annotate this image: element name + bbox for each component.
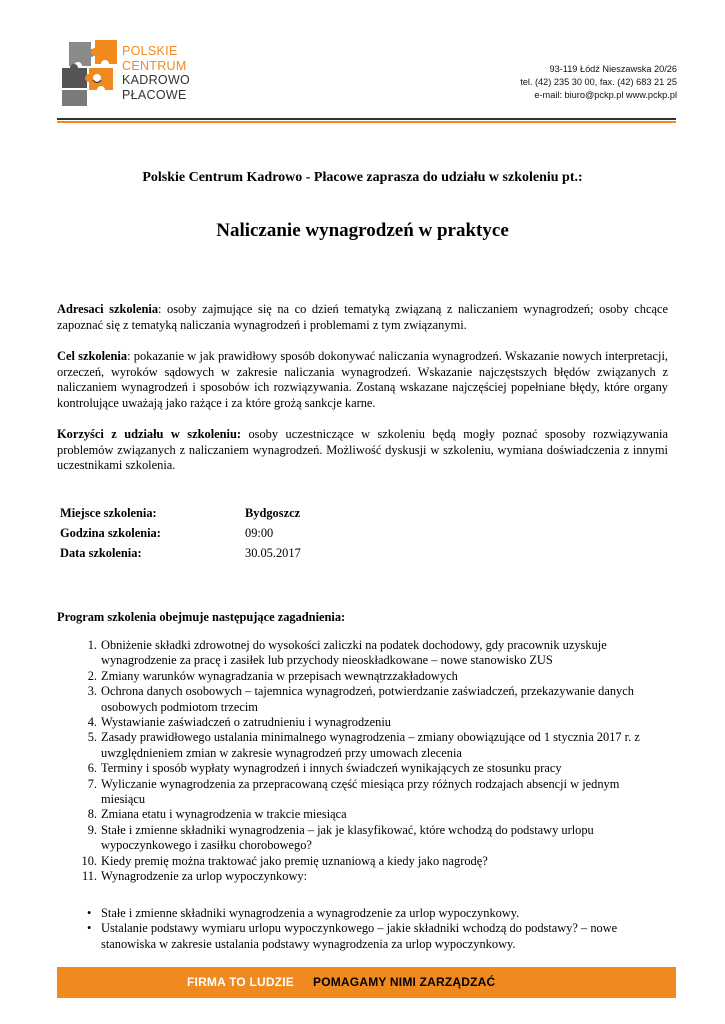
detail-row-place — [60, 506, 301, 526]
logo-wordmark — [122, 44, 190, 102]
section-adresaci — [57, 302, 668, 333]
section-adresaci-text: : osoby zajmujące się na co dzień tematyką związaną z naliczaniem wynagrodzeń; osoby chcące zapoznać się z tematyką naliczania wynagrodzeń i problemami z tym związanymi. — [57, 302, 668, 332]
invitation-line: Polskie Centrum Kadrowo - Płacowe zaprasza do udziału w szkoleniu pt.: — [142, 170, 583, 185]
program-item: 5. Zasady prawidłowego ustalania minimalnego wynagrodzenia – zmiany obowiązujące od 1 stycznia 2017 r. z uwzględnieniem zmian w zakresie wynagrodzeń przy umowach zlecenia — [87, 730, 640, 760]
section-cel-label: Cel szkolenia — [57, 349, 128, 363]
training-title: Naliczanie wynagrodzeń w praktyce — [216, 220, 509, 241]
date-label: Data szkolenia: — [60, 546, 142, 560]
puzzle-logo-icon — [62, 40, 117, 106]
program-item-text: Obniżenie składki zdrowotnej do wysokości zaliczki na podatek dochodowy, gdy pracownik uzyskuje wynagrodzenie za pracę i zasiłek lub przychody nieoskładkowane – nowe stanowisko ZUS — [101, 638, 607, 668]
program-item: 4. Wystawianie zaświadczeń o zatrudnieniu i wynagrodzeniu — [87, 715, 391, 730]
section-cel-text: : pokazanie w jak prawidłowy sposób dokonywać naliczania wynagrodzeń. Wskazanie nowych interpretacji, orzeczeń, wyroków sądowych w zakresie naliczania wynagrodzeń. Wskazanie najczęstszych błędów związanych z naliczaniem wynagrodzeń i sposobów ich rozwiązywania. Zostaną wskazane najczęściej popełniane błędy, które organy kontrolujące uważają jako rażące i za które grożą sankcje karne. — [57, 349, 669, 410]
program-subitem: • Stałe i zmienne składniki wynagrodzenia a wynagrodzenie za urlop wypoczynkowy. — [101, 906, 661, 921]
program-item-text: Wystawianie zaświadczeń o zatrudnieniu i wynagrodzeniu — [101, 715, 391, 730]
footer-banner — [57, 967, 676, 998]
training-details — [60, 506, 301, 566]
time-label: Godzina szkolenia: — [60, 526, 161, 540]
time-value: 09:00 — [245, 526, 274, 540]
program-item-text: Stałe i zmienne składniki wynagrodzenia – jak je klasyfikować, które wchodzą do podstawy urlopu wypoczynkowego i zasiłku chorobowego? — [101, 822, 594, 853]
program-item: 3. Ochrona danych osobowych – tajemnica wynagrodzeń, potwierdzanie zaświadczeń, przekazywanie danych osobowych podmiotom trzecim — [87, 684, 634, 714]
program-item-text: Ochrona danych osobowych – tajemnica wynagrodzeń, potwierdzanie zaświadczeń, przekazywanie danych osobowych podmiotom trzecim — [101, 684, 634, 714]
section-korzysci-label: Korzyści z udziału w szkoleniu: — [57, 427, 242, 441]
section-adresaci-label: Adresaci szkolenia — [57, 302, 159, 316]
logo-line-2: CENTRUM — [122, 58, 187, 73]
contact-block — [520, 63, 677, 102]
program-item: 6. Terminy i sposób wypłaty wynagrodzeń i innych świadczeń wynikających ze stosunku pracy — [87, 761, 562, 776]
detail-row-time — [60, 526, 301, 546]
section-cel — [57, 349, 668, 411]
header-rule-gray — [57, 118, 676, 120]
program-item: 9. Stałe i zmienne składniki wynagrodzenia – jak je klasyfikować, które wchodzą do podstawy urlopu wypoczynkowego i zasiłku chorobowego? — [87, 822, 594, 853]
logo-line-1: POLSKIE — [122, 44, 178, 58]
contact-email-www[interactable]: e-mail: biuro@pckp.pl www.pckp.pl — [534, 90, 677, 100]
program-item-text: Zmiany warunków wynagradzania w przepisach wewnątrzzakładowych — [101, 668, 458, 683]
program-subitem: • Ustalanie podstawy wymiaru urlopu wypoczynkowego – jakie składniki wchodzą do podstawy? – nowe stanowiska w zakresie ustalania podstawy wynagrodzenia za urlop wypoczynkowy. — [101, 921, 661, 952]
program-item-text: Wynagrodzenie za urlop wypoczynkowy: — [101, 869, 308, 884]
detail-row-date — [60, 546, 301, 566]
footer-slogan-left: FIRMA TO LUDZIE — [187, 975, 294, 989]
program-item: 8. Zmiana etatu i wynagrodzenia w trakcie miesiąca — [87, 807, 347, 822]
logo-line-3: KADROWO — [122, 73, 191, 87]
program-item-text: Zasady prawidłowego ustalania minimalnego wynagrodzenia – zmiany obowiązujące od 1 stycznia 2017 r. z uwzględnieniem zmian w zakresie wynagrodzeń przy umowach zlecenia — [101, 730, 640, 760]
program-item-text: Zmiana etatu i wynagrodzenia w trakcie miesiąca — [101, 807, 347, 822]
logo-line-4: PŁACOWE — [122, 87, 187, 102]
date-value: 30.05.2017 — [245, 546, 301, 560]
program-item: 1. Obniżenie składki zdrowotnej do wysokości zaliczki na podatek dochodowy, gdy pracownik uzyskuje wynagrodzenie za pracę i zasiłek lub przychody nieoskładkowane – nowe stanowisko ZUS — [87, 638, 607, 668]
place-label: Miejsce szkolenia: — [60, 506, 157, 520]
program-heading: Program szkolenia obejmuje następujące zagadnienia: — [57, 610, 346, 624]
program-item: 7. Wyliczanie wynagrodzenia za przepracowaną część miesiąca przy różnych rodzajach absencji w jednym miesiącu — [87, 776, 620, 807]
program-sublist — [101, 906, 661, 952]
program-item: 10. Kiedy premię można traktować jako premię uznaniową a kiedy jako nagrodę? — [81, 853, 488, 868]
contact-address: 93-119 Łódź Nieszawska 20/26 — [549, 64, 677, 74]
program-item-text: Wyliczanie wynagrodzenia za przepracowaną część miesiąca przy różnych rodzajach absencji w jednym miesiącu — [101, 776, 620, 807]
section-korzysci-text: osoby uczestniczące w szkoleniu będą mogły poznać sposoby rozwiązywania problemów związanych z naliczaniem wynagrodzeń. Możliwość dyskusji w szkoleniu, wymiana doświadczenia z innymi uczestnikami szkolenia. — [57, 427, 668, 473]
contact-phone: tel. (42) 235 30 00, fax. (42) 683 21 25 — [520, 77, 677, 87]
program-item-text: Kiedy premię można traktować jako premię uznaniową a kiedy jako nagrodę? — [101, 853, 488, 868]
footer-slogan-right: POMAGAMY NIMI ZARZĄDZAĆ — [313, 975, 496, 989]
program-item: 11. Wynagrodzenie za urlop wypoczynkowy: — [81, 869, 308, 884]
place-value: Bydgoszcz — [245, 506, 301, 520]
section-korzysci — [57, 427, 668, 474]
header-rule-orange — [57, 121, 676, 123]
program-list — [81, 638, 661, 885]
program-item-text: Terminy i sposób wypłaty wynagrodzeń i innych świadczeń wynikających ze stosunku pracy — [101, 761, 562, 776]
program-item: 2. Zmiany warunków wynagradzania w przepisach wewnątrzzakładowych — [87, 668, 458, 683]
